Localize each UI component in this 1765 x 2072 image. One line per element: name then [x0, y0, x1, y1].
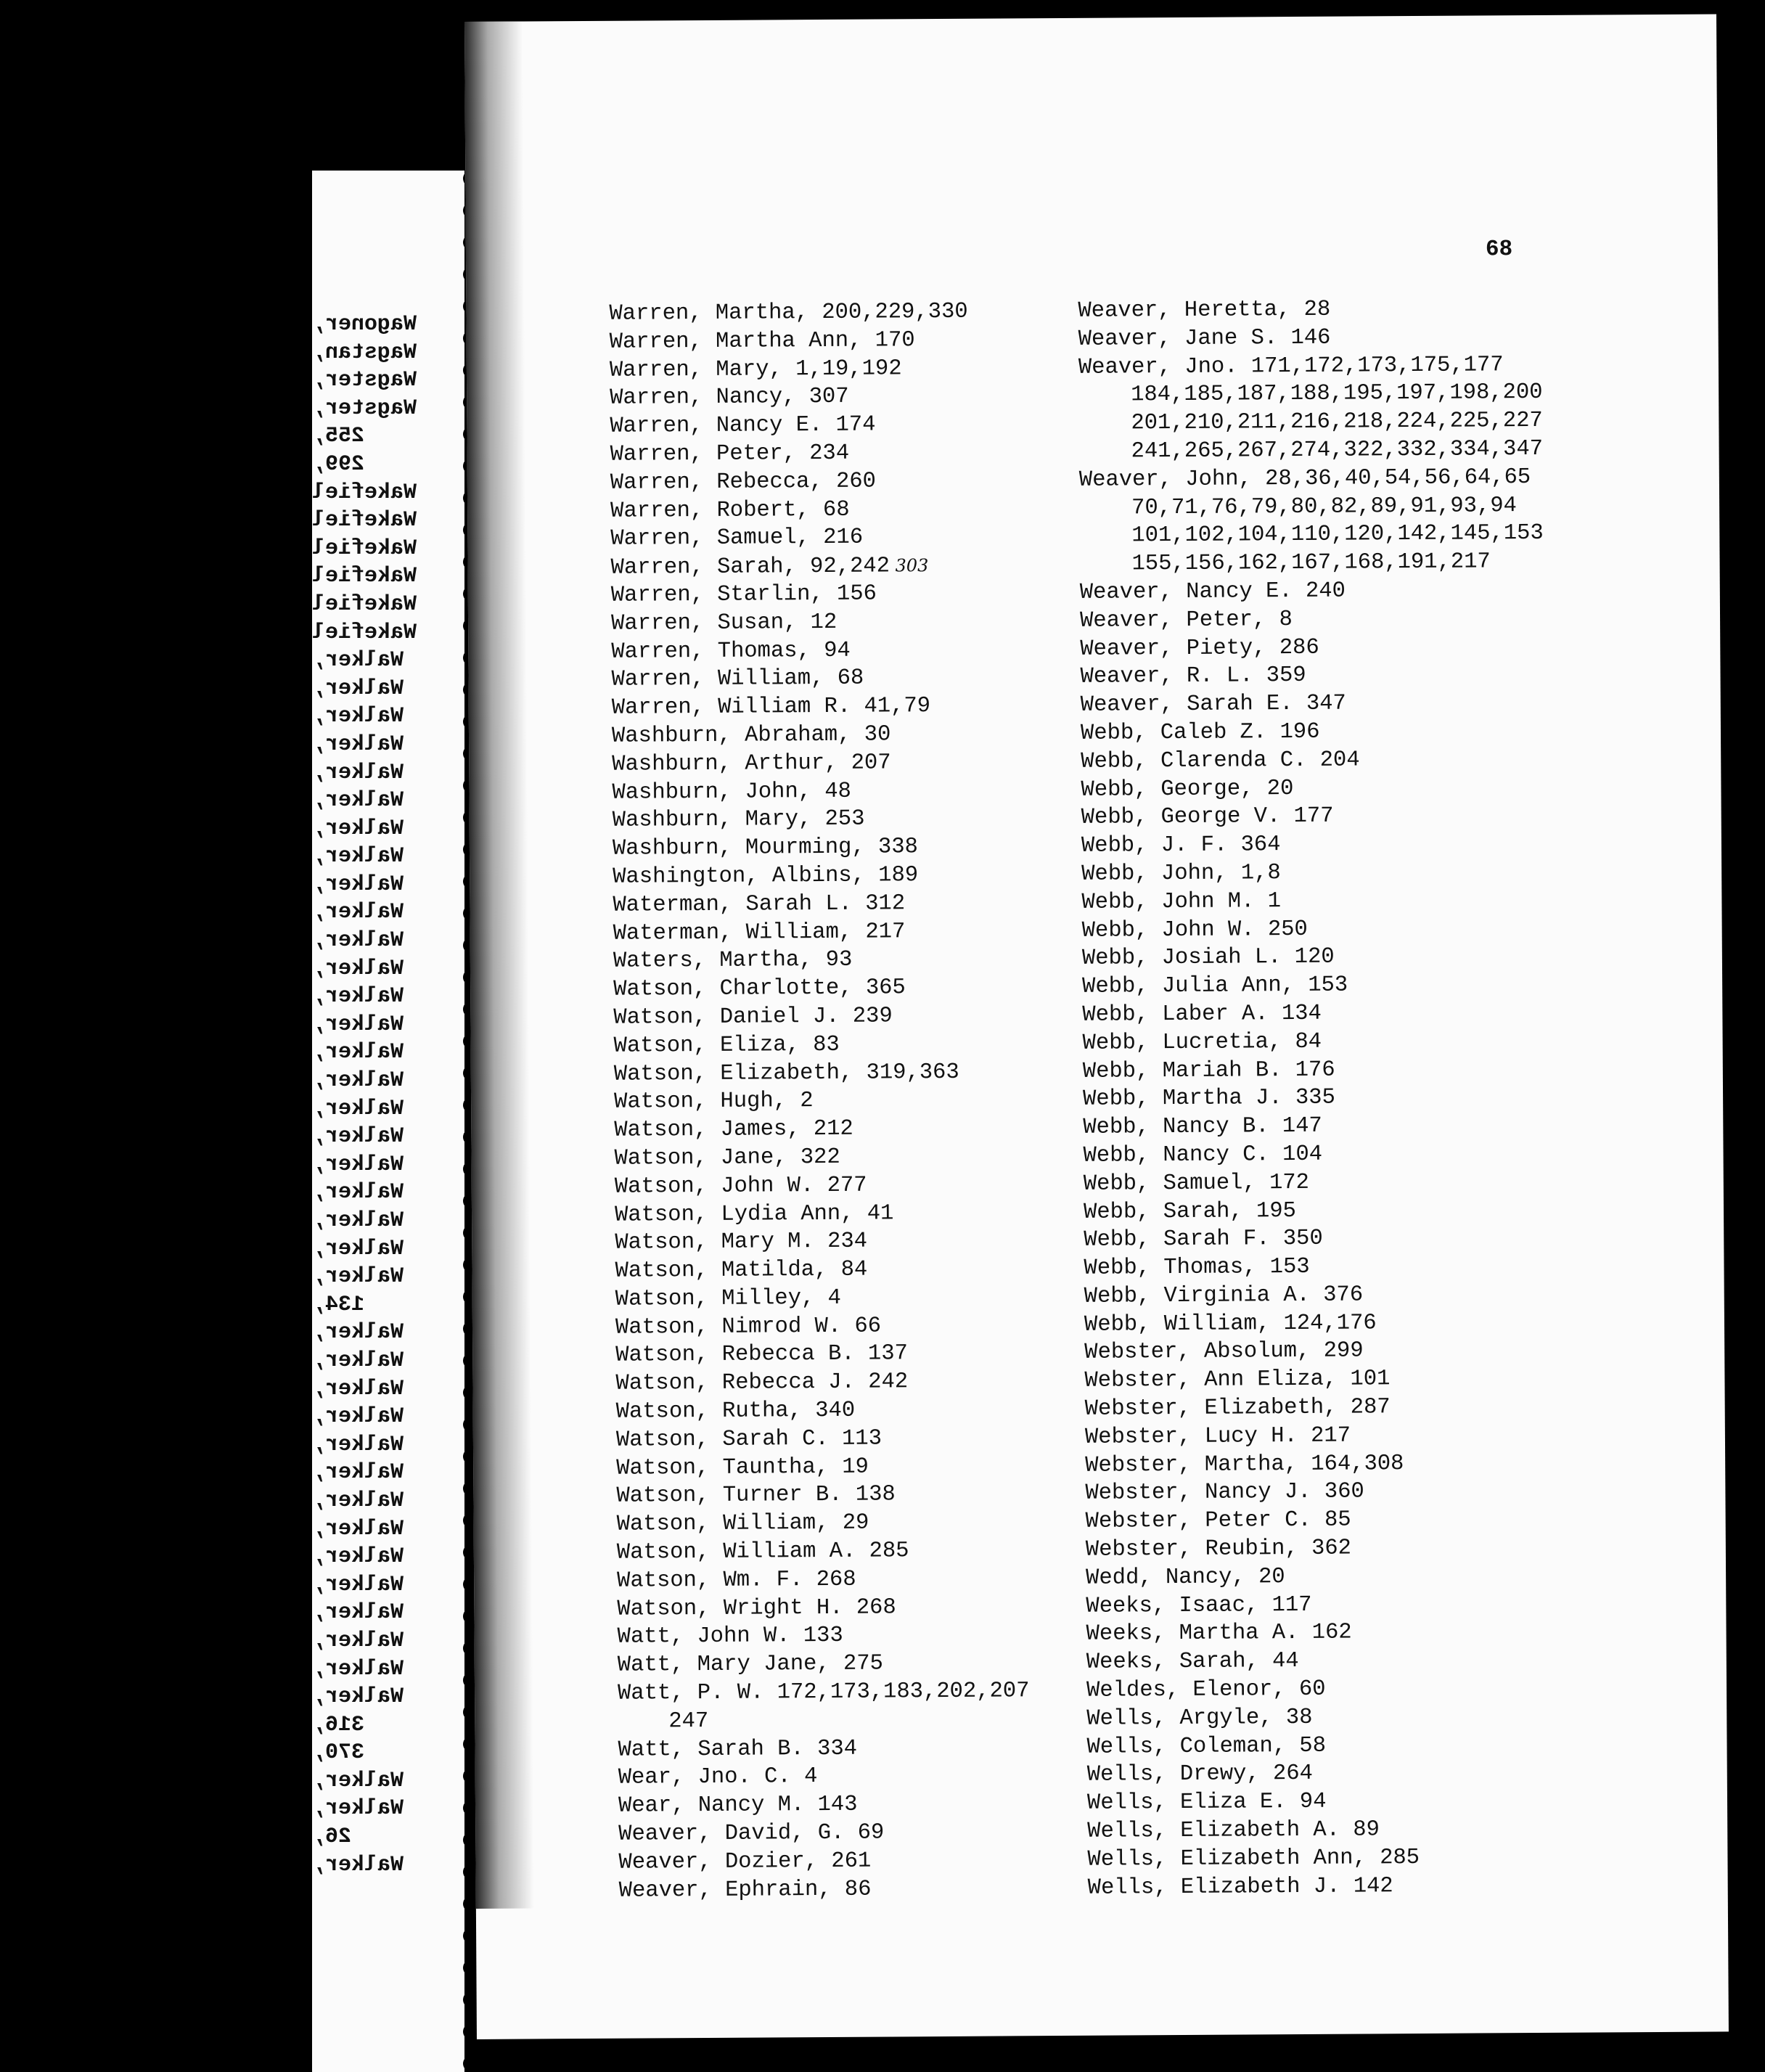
index-entry: Webster, Martha, 164,308	[1085, 1451, 1404, 1478]
mirrored-entry: Wakefiel	[312, 591, 417, 617]
index-entry: Watson, Daniel J. 239	[613, 1004, 893, 1031]
index-entry: Weaver, Peter, 8	[1079, 607, 1293, 634]
mirrored-entry: Walker,	[312, 872, 404, 897]
mirrored-text-column	[312, 311, 421, 1879]
mirrored-entry: Walker,	[312, 1432, 404, 1457]
index-entry: Watt, Mary Jane, 275	[617, 1651, 883, 1679]
mirrored-entry: Walker,	[312, 1796, 404, 1822]
index-entry: Weaver, Sarah E. 347	[1080, 691, 1346, 718]
mirrored-entry: Walker,	[312, 1040, 404, 1065]
index-entry: Weaver, Jane S. 146	[1078, 325, 1331, 352]
handwritten-correction: 303	[889, 555, 929, 576]
index-entry: Watson, Elizabeth, 319,363	[613, 1060, 959, 1087]
index-entry: Wells, Eliza E. 94	[1086, 1790, 1327, 1817]
index-entry: Warren, Sarah, 92,242 303	[610, 554, 929, 581]
mirrored-entry: 26,	[312, 1825, 352, 1850]
index-entry: Wedd, Nancy, 20	[1086, 1564, 1285, 1591]
mirrored-entry: Wagoner,	[312, 312, 417, 337]
index-entry: Washburn, Mourming, 338	[612, 835, 919, 861]
mirrored-entry: Walker,	[312, 1628, 404, 1653]
mirrored-entry: Walker,	[312, 1208, 404, 1233]
index-entry: Webb, Martha J. 335	[1082, 1086, 1335, 1113]
index-entry: Webb, J. F. 364	[1081, 832, 1281, 859]
index-entry: Wear, Jno. C. 4	[618, 1764, 818, 1791]
index-entry: Watson, John W. 277	[614, 1173, 867, 1200]
page-edge	[463, 171, 464, 2072]
mirrored-entry: Walker,	[312, 704, 404, 729]
mirrored-entry: Walker,	[312, 900, 404, 925]
index-entry: Washburn, Abraham, 30	[611, 722, 891, 749]
facing-page-strip	[312, 171, 464, 2072]
mirrored-entry: Walker,	[312, 1404, 404, 1430]
index-entry: Webster, Nancy J. 360	[1085, 1479, 1364, 1507]
mirrored-entry: Wakefiel	[312, 564, 417, 589]
index-entry: Warren, Susan, 12	[610, 610, 838, 636]
index-entry: Watson, Charlotte, 365	[613, 975, 906, 1002]
mirrored-entry: Walker,	[312, 1348, 404, 1373]
mirrored-entry: Walker,	[312, 984, 404, 1010]
index-entry: Webb, Nancy B. 147	[1083, 1113, 1322, 1140]
index-entry: Wells, Drewy, 264	[1086, 1761, 1314, 1788]
mirrored-entry: Walker,	[312, 956, 404, 981]
index-entry: Watson, Jane, 322	[614, 1144, 840, 1171]
mirrored-entry: Walker,	[312, 1152, 404, 1177]
index-entry: Watson, Rebecca B. 137	[615, 1341, 909, 1369]
index-entry: Watson, Milley, 4	[615, 1285, 842, 1312]
index-entry: Webb, Nancy C. 104	[1083, 1142, 1323, 1168]
index-entry: Wells, Elizabeth A. 89	[1087, 1817, 1380, 1844]
mirrored-entry: Walker,	[312, 844, 404, 869]
index-entry: Watson, Hugh, 2	[613, 1089, 814, 1115]
index-entry: Webb, John, 1,8	[1081, 861, 1281, 887]
index-entry: Webb, John W. 250	[1081, 917, 1308, 943]
index-entry: Watson, Eliza, 83	[613, 1032, 840, 1059]
left-index-column	[609, 298, 1031, 1905]
index-entry: Waterman, Sarah L. 312	[613, 891, 906, 918]
mirrored-entry: Walker,	[312, 928, 404, 954]
mirrored-entry: Walker,	[312, 1544, 404, 1570]
index-entry: Webb, George, 20	[1081, 776, 1294, 803]
index-entry: Watson, Sarah C. 113	[615, 1426, 882, 1453]
mirrored-entry: Walker,	[312, 1656, 404, 1682]
index-entry: Washburn, Arthur, 207	[612, 750, 891, 777]
index-entry: Warren, William R. 41,79	[611, 694, 931, 721]
index-entry: 241,265,267,274,322,332,334,347	[1131, 436, 1544, 464]
mirrored-entry: Wakefiel	[312, 536, 417, 561]
index-entry: 201,210,211,216,218,224,225,227	[1131, 409, 1543, 436]
index-entry: Warren, Robert, 68	[610, 497, 850, 524]
index-entry: Webb, Clarenda C. 204	[1081, 748, 1360, 774]
index-entry: Weaver, Ephrain, 86	[618, 1877, 872, 1904]
index-entry: Wells, Elizabeth Ann, 285	[1087, 1845, 1420, 1872]
mirrored-entry: 134,	[312, 1292, 365, 1317]
mirrored-entry: Walker,	[312, 1572, 404, 1597]
index-entry: Weeks, Isaac, 117	[1086, 1592, 1312, 1619]
mirrored-entry: Wagster,	[312, 368, 417, 393]
mirrored-entry: Walker,	[312, 816, 404, 841]
index-entry: Watson, William, 29	[616, 1510, 869, 1538]
index-entry: Weeks, Martha A. 162	[1086, 1621, 1352, 1647]
index-entry: Weaver, John, 28,36,40,54,56,64,65	[1078, 464, 1531, 493]
index-entry: Watson, Mary M. 234	[615, 1229, 868, 1256]
mirrored-entry: 370,	[312, 1740, 365, 1766]
index-entry: Watt, P. W. 172,173,183,202,207	[617, 1679, 1030, 1706]
index-entry: Watson, Wm. F. 268	[617, 1567, 856, 1594]
index-entry: 247	[668, 1708, 709, 1735]
mirrored-entry: Walker,	[312, 1460, 404, 1486]
index-entry: Warren, Martha Ann, 170	[609, 328, 915, 355]
mirrored-entry: 255,	[312, 424, 365, 449]
index-entry: Webb, Sarah, 195	[1083, 1198, 1296, 1225]
index-page	[464, 14, 1729, 2039]
index-entry: Webb, John M. 1	[1081, 888, 1282, 915]
index-entry: Weaver, Dozier, 261	[618, 1848, 872, 1875]
index-entry: Washburn, Mary, 253	[612, 806, 865, 834]
index-entry: Weeks, Sarah, 44	[1086, 1649, 1299, 1676]
mirrored-entry: Wagstan,	[312, 340, 417, 365]
index-entry: Weaver, David, G. 69	[618, 1820, 885, 1847]
index-entry: Webb, Josiah L. 120	[1081, 945, 1335, 972]
index-entry: Webb, Julia Ann, 153	[1082, 972, 1348, 999]
index-entry: Warren, Thomas, 94	[611, 638, 851, 665]
index-entry: Watson, William A. 285	[616, 1539, 909, 1565]
index-entry: Watson, Wright H. 268	[617, 1595, 896, 1622]
index-entry: Webb, Sarah F. 350	[1084, 1227, 1323, 1253]
index-entry: Webb, Laber A. 134	[1082, 1001, 1322, 1028]
index-entry: Wells, Elizabeth J. 142	[1087, 1873, 1393, 1901]
index-entry: Webb, William, 124,176	[1084, 1311, 1377, 1338]
index-entry: Warren, William, 68	[611, 666, 864, 693]
index-entry: Weaver, R. L. 359	[1080, 663, 1306, 690]
mirrored-entry: Walker,	[312, 1236, 404, 1261]
mirrored-entry: Wakefiel	[312, 480, 417, 505]
index-entry: Warren, Mary, 1,19,192	[609, 356, 902, 383]
index-entry: Webb, Virginia A. 376	[1084, 1282, 1364, 1309]
mirrored-entry: Walker,	[312, 732, 404, 757]
index-entry: Webb, Lucretia, 84	[1082, 1029, 1322, 1056]
index-entry: Webb, Thomas, 153	[1084, 1255, 1310, 1281]
index-entry: Watson, Rutha, 340	[615, 1398, 856, 1425]
index-entry: Watt, John W. 133	[617, 1623, 843, 1650]
index-entry: Waters, Martha, 93	[613, 948, 853, 975]
page-number: 68	[1485, 237, 1513, 263]
index-entry: Warren, Martha, 200,229,330	[609, 299, 968, 327]
index-entry: Watt, Sarah B. 334	[618, 1736, 858, 1763]
index-entry: Weaver, Jno. 171,172,173,175,177	[1078, 352, 1504, 380]
index-entry: Wells, Argyle, 38	[1086, 1705, 1313, 1732]
index-entry: Watson, Turner B. 138	[616, 1482, 896, 1510]
mirrored-entry: Walker,	[312, 788, 404, 814]
index-entry: Weldes, Elenor, 60	[1086, 1676, 1326, 1703]
mirrored-entry: Walker,	[312, 1068, 404, 1094]
index-entry: 101,102,104,110,120,142,145,153	[1131, 521, 1544, 549]
index-entry: Webster, Lucy H. 217	[1084, 1423, 1351, 1450]
mirrored-entry: Walker,	[312, 676, 404, 701]
right-index-column	[1078, 295, 1552, 1902]
index-entry: Weaver, Heretta, 28	[1078, 297, 1331, 324]
index-entry: Warren, Nancy, 307	[610, 385, 849, 411]
index-entry: Webster, Elizabeth, 287	[1084, 1395, 1391, 1422]
index-entry: Watson, Matilda, 84	[615, 1257, 868, 1284]
mirrored-entry: Walker,	[312, 1124, 404, 1150]
mirrored-entry: Wakefiel	[312, 620, 417, 645]
index-entry: Washburn, John, 48	[612, 779, 852, 806]
index-entry: Watson, Nimrod W. 66	[615, 1314, 882, 1340]
index-entry: Watson, James, 212	[614, 1116, 853, 1143]
mirrored-entry: Walker,	[312, 1180, 404, 1205]
mirrored-entry: Walker,	[312, 648, 404, 673]
index-entry: 70,71,76,79,80,82,89,91,93,94	[1131, 493, 1518, 520]
mirrored-entry: Walker,	[312, 1376, 404, 1401]
mirrored-entry: 299,	[312, 451, 365, 477]
index-entry: Weaver, Nancy E. 240	[1079, 578, 1346, 605]
index-entry: Washington, Albins, 189	[613, 863, 919, 890]
index-entry: Warren, Rebecca, 260	[610, 469, 877, 496]
mirrored-entry: Walker,	[312, 1852, 404, 1878]
mirrored-entry: 316,	[312, 1712, 365, 1737]
index-entry: Wear, Nancy M. 143	[618, 1792, 858, 1819]
index-entry: Webster, Reubin, 362	[1085, 1536, 1352, 1563]
index-entry: Waterman, William, 217	[613, 919, 906, 946]
mirrored-entry: Walker,	[312, 1684, 404, 1710]
mirrored-entry: Wakefiel	[312, 508, 417, 533]
mirrored-entry: Walker,	[312, 1600, 404, 1626]
index-entry: Warren, Samuel, 216	[610, 525, 864, 552]
index-entry: 184,185,187,188,195,197,198,200	[1131, 380, 1543, 408]
index-entry: Webb, George V. 177	[1081, 804, 1334, 831]
mirrored-entry: Walker,	[312, 1516, 404, 1541]
mirrored-entry: Walker,	[312, 1320, 404, 1346]
index-entry: Webster, Absolum, 299	[1084, 1338, 1364, 1366]
index-entry: Webb, Samuel, 172	[1083, 1170, 1310, 1197]
index-entry: Webb, Mariah B. 176	[1082, 1057, 1335, 1084]
mirrored-entry: Walker,	[312, 1012, 404, 1037]
mirrored-entry: Walker,	[312, 1096, 404, 1121]
index-entry: Warren, Peter, 234	[610, 441, 850, 467]
index-entry: Warren, Nancy E. 174	[610, 412, 876, 439]
index-entry: Wells, Coleman, 58	[1086, 1733, 1327, 1760]
index-entry: Watson, Tauntha, 19	[616, 1454, 869, 1481]
page-fold-shadow	[464, 22, 534, 1909]
index-entry: Watson, Lydia Ann, 41	[614, 1200, 894, 1228]
index-entry: Watson, Rebecca J. 242	[615, 1369, 909, 1397]
mirrored-entry: Walker,	[312, 1488, 404, 1513]
mirrored-entry: Wagster,	[312, 396, 417, 421]
mirrored-entry: Walker,	[312, 1768, 404, 1793]
index-entry: Webb, Caleb Z. 196	[1080, 719, 1320, 746]
index-entry: Warren, Starlin, 156	[610, 581, 877, 608]
index-entry: Webster, Ann Eliza, 101	[1084, 1367, 1391, 1394]
index-entry: Weaver, Piety, 286	[1080, 635, 1319, 662]
index-entry: 155,156,162,167,168,191,217	[1131, 549, 1491, 577]
mirrored-entry: Walker,	[312, 760, 404, 785]
mirrored-entry: Walker,	[312, 1264, 404, 1290]
index-entry: Webster, Peter C. 85	[1085, 1507, 1351, 1535]
